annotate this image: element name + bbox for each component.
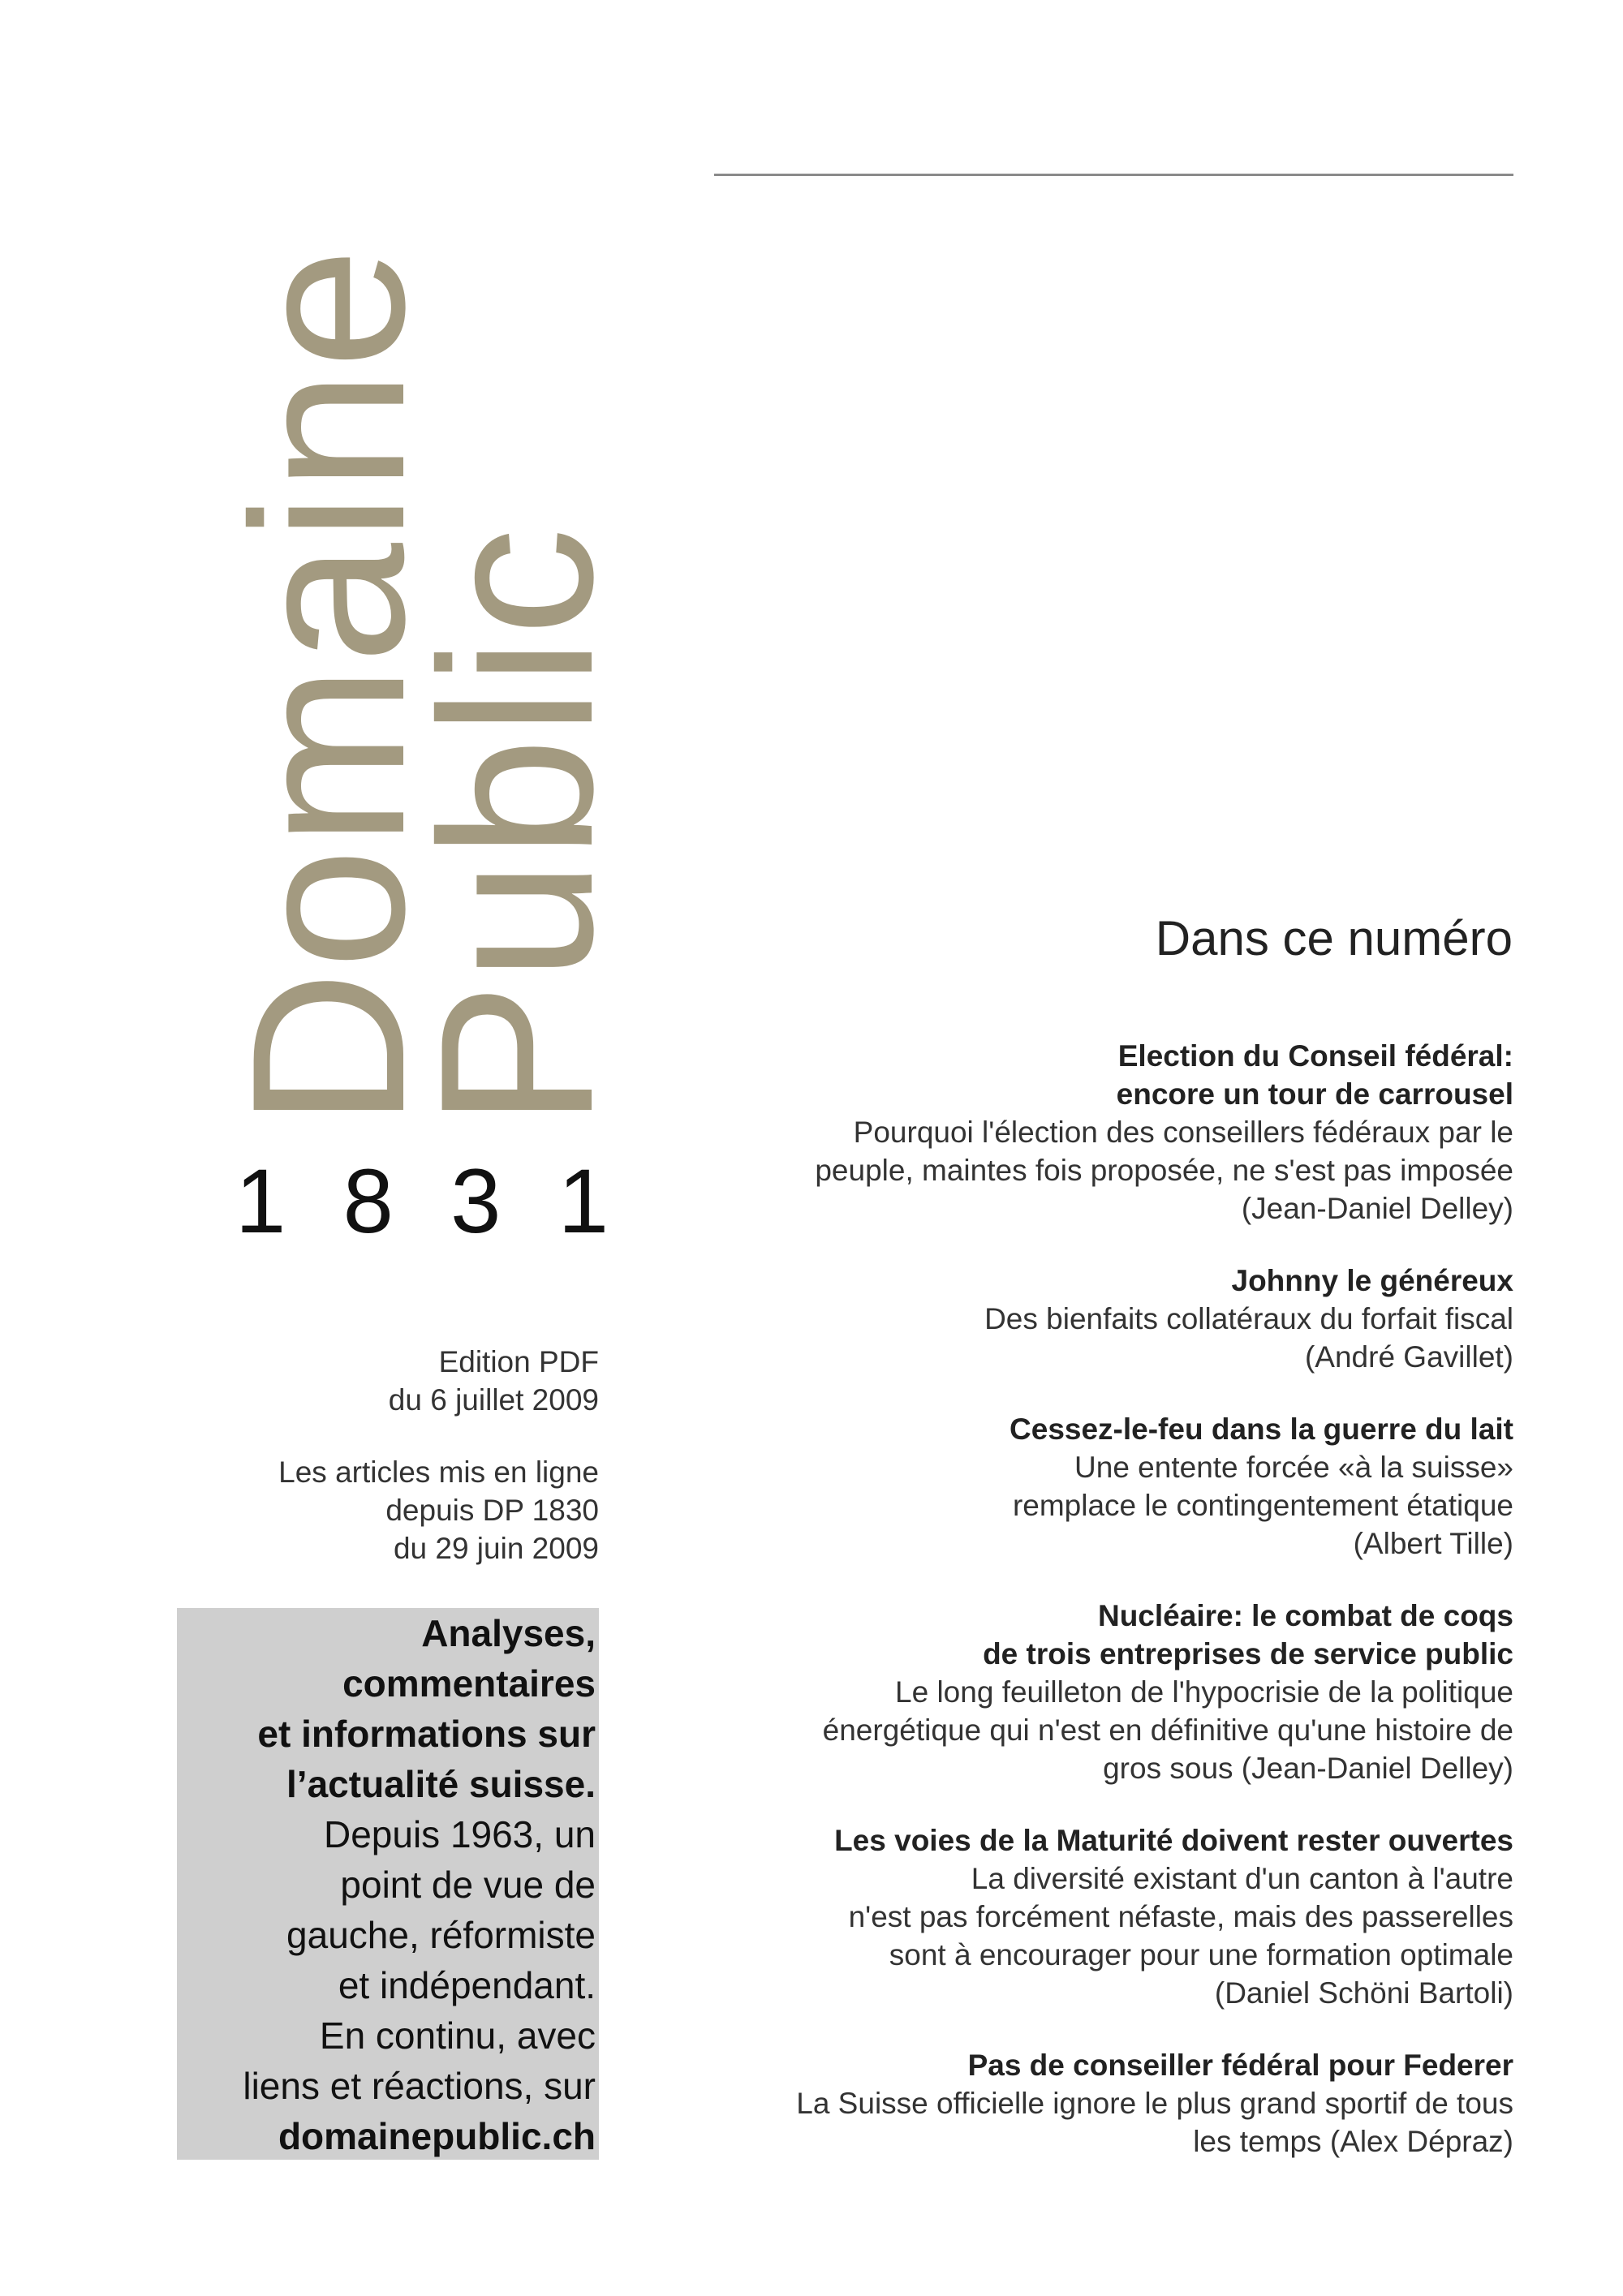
toc-item[interactable]: [714, 2046, 1513, 2161]
toc-item-title: Pas de conseiller fédéral pour Federer: [967, 2049, 1513, 2082]
toc-title: Dans ce numéro: [1155, 911, 1513, 965]
toc-item-summary: Une entente forcée «à la suisse»: [1074, 1451, 1513, 1484]
toc-item-title: Johnny le généreux: [1231, 1264, 1513, 1297]
toc-item-title: de trois entreprises de service public: [983, 1637, 1513, 1670]
issue-digit: 1: [235, 1150, 286, 1252]
promo-line: liens et réactions, sur: [243, 2065, 596, 2107]
edition-info: [203, 1343, 599, 1567]
masthead: [206, 211, 638, 1144]
toc-item-title: Cessez-le-feu dans la guerre du lait: [1010, 1412, 1513, 1446]
issue-digit: 3: [450, 1150, 502, 1252]
issue-digit: 8: [342, 1150, 394, 1252]
toc-item[interactable]: [714, 1410, 1513, 1563]
toc-item-author: (Jean-Daniel Delley): [1241, 1192, 1513, 1225]
toc-item-author: (Albert Tille): [1353, 1527, 1513, 1560]
toc-item-author: (Daniel Schöni Bartoli): [1214, 1976, 1513, 2010]
issue-digit: 1: [558, 1150, 609, 1252]
top-divider-rule: [714, 174, 1513, 176]
edition-line: Edition PDF: [438, 1345, 599, 1378]
promo-box: [177, 1608, 599, 2160]
promo-line: point de vue de: [340, 1864, 596, 1906]
edition-date: du 6 juillet 2009: [388, 1383, 599, 1417]
promo-line: En continu, avec: [319, 2014, 596, 2057]
toc-item-summary: peuple, maintes fois proposée, ne s'est pas imposée: [815, 1154, 1513, 1187]
toc-item-author: (André Gavillet): [1304, 1340, 1513, 1374]
promo-website-link[interactable]: domainepublic.ch: [278, 2115, 596, 2157]
edition-line: du 29 juin 2009: [393, 1532, 599, 1565]
promo-line: Analyses,: [421, 1612, 596, 1654]
toc-item-title: Nucléaire: le combat de coqs: [1097, 1599, 1513, 1632]
toc-item[interactable]: [714, 1821, 1513, 2012]
promo-line: l’actualité suisse.: [286, 1763, 596, 1805]
toc-item[interactable]: [714, 1597, 1513, 1787]
toc-item[interactable]: [714, 1262, 1513, 1376]
toc-item-summary: La diversité existant d'un canton à l'autre: [971, 1862, 1513, 1895]
toc-item-title: encore un tour de carrousel: [1116, 1077, 1513, 1111]
promo-line: et informations sur: [257, 1713, 596, 1755]
promo-line: commentaires: [342, 1662, 596, 1705]
promo-line: et indépendant.: [338, 1964, 596, 2006]
edition-line: depuis DP 1830: [385, 1494, 599, 1527]
toc-item-author: gros sous (Jean-Daniel Delley): [1103, 1752, 1513, 1785]
toc-item-summary: La Suisse officielle ignore le plus grand sportif de tous: [796, 2087, 1513, 2120]
masthead-title-public: Public: [394, 526, 638, 1128]
toc-item-summary: n'est pas forcément néfaste, mais des passerelles: [848, 1900, 1513, 1933]
toc-item-summary: Le long feuilleton de l'hypocrisie de la politique: [895, 1675, 1513, 1709]
table-of-contents: [714, 1037, 1513, 2195]
masthead-title-domaine: Domaine: [206, 246, 450, 1128]
toc-item-summary: Des bienfaits collatéraux du forfait fiscal: [984, 1302, 1513, 1335]
toc-item-author: les temps (Alex Dépraz): [1193, 2125, 1513, 2158]
toc-item-summary: énergétique qui n'est en définitive qu'une histoire de: [822, 1713, 1513, 1747]
toc-item-summary: remplace le contingentement étatique: [1012, 1489, 1513, 1522]
edition-line: Les articles mis en ligne: [278, 1455, 599, 1489]
toc-item-title: Election du Conseil fédéral:: [1117, 1039, 1513, 1073]
issue-number: [235, 1150, 609, 1252]
toc-item-summary: Pourquoi l'élection des conseillers fédéraux par le: [853, 1116, 1513, 1149]
toc-item-title: Les voies de la Maturité doivent rester ouvertes: [834, 1824, 1513, 1857]
toc-item-summary: sont à encourager pour une formation optimale: [889, 1938, 1513, 1971]
promo-line: Depuis 1963, un: [323, 1813, 596, 1855]
toc-item[interactable]: [714, 1037, 1513, 1228]
promo-line: gauche, réformiste: [286, 1914, 596, 1956]
